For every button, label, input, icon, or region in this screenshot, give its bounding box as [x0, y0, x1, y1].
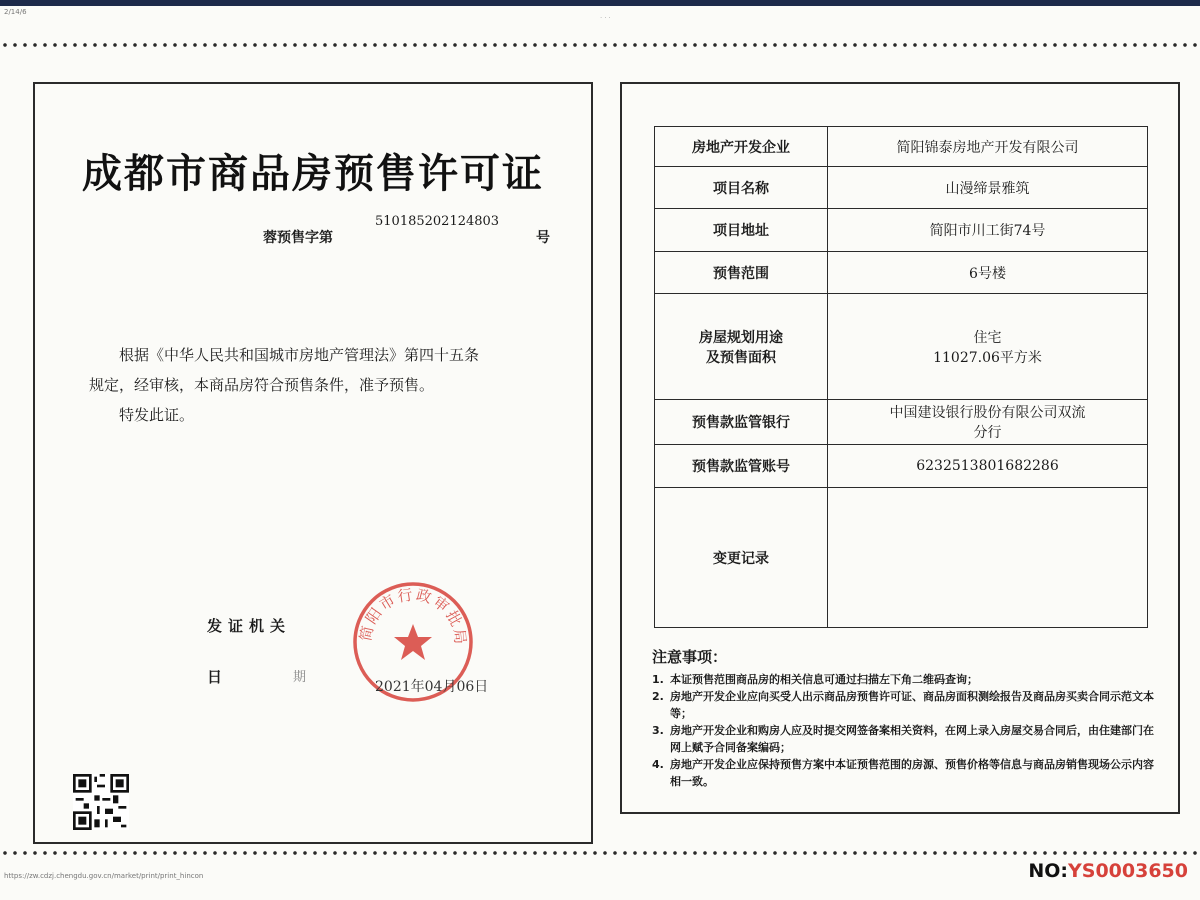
table-row: [655, 400, 1148, 445]
table-row: [655, 209, 1148, 252]
table-row: [655, 445, 1148, 488]
issue-date: 2021年04月06日: [375, 679, 489, 695]
note-item: [652, 722, 1162, 756]
row-value: 6号楼: [828, 252, 1148, 294]
note-text: 本证预售范围商品房的相关信息可通过扫描左下角二维码查询；: [670, 673, 978, 686]
row-value: [828, 294, 1148, 400]
row-label: 房地产开发企业: [655, 127, 828, 167]
note-text: 房地产开发企业应向买受人出示商品房预售许可证、商品房面积测绘报告及商品房买卖合同示范文本等；: [670, 690, 1154, 720]
header-center-mark: ...: [600, 12, 613, 20]
row-value-line-1: 中国建设银行股份有限公司双流: [889, 405, 1086, 421]
serial-prefix: NO:: [1028, 860, 1069, 882]
row-value-line-1: 住宅: [973, 329, 1002, 346]
table-row: [655, 488, 1148, 628]
row-label: [655, 294, 828, 400]
table-row: [655, 252, 1148, 294]
certificate-panel: [33, 82, 593, 844]
permit-number: 510185202124803: [375, 214, 500, 229]
note-item: [652, 671, 1162, 688]
qr-code-icon[interactable]: [73, 774, 129, 830]
details-panel: [620, 82, 1180, 814]
body-line-1: 根据《中华人民共和国城市房地产管理法》第四十五条: [119, 346, 480, 364]
row-value-line-2: 分行: [973, 425, 1002, 441]
note-number: 3.: [652, 724, 664, 737]
note-item: [652, 756, 1162, 790]
row-value: 山漫缔景雅筑: [828, 167, 1148, 209]
header-left-mark: 2/14/6: [4, 8, 27, 16]
details-table: [654, 126, 1148, 628]
row-value: 6232513801682286: [828, 445, 1148, 488]
issuer-label: 发证机关: [207, 617, 292, 635]
note-number: 1.: [652, 673, 664, 686]
footer-url: https://zw.cdzj.chengdu.gov.cn/market/print/print_hincon: [4, 872, 204, 880]
row-value: [828, 400, 1148, 445]
row-value-line-2: 11027.06平方米: [933, 349, 1042, 366]
row-value: [828, 488, 1148, 628]
row-label: 预售款监管银行: [655, 400, 828, 445]
serial-value: YS0003650: [1068, 860, 1188, 882]
body-line-2: 规定，经审核，本商品房符合预售条件，准予预售。: [89, 376, 435, 394]
notes-section: [652, 646, 1162, 790]
table-row: [655, 294, 1148, 400]
note-text: 房地产开发企业应保持预售方案中本证预售范围的房源、预售价格等信息与商品房销售现场公示内容相一致。: [670, 758, 1154, 788]
body-line-3: 特发此证。: [119, 406, 195, 424]
row-label: 预售范围: [655, 252, 828, 294]
note-text: 房地产开发企业和购房人应及时提交网签备案相关资料，在网上录入房屋交易合同后，由住建部门在网上赋予合同备案编码；: [670, 724, 1154, 754]
note-number: 4.: [652, 758, 664, 771]
permit-label: 蓉预售字第: [263, 230, 333, 246]
certificate-body: [89, 340, 569, 430]
row-label: 项目名称: [655, 167, 828, 209]
bottom-dot-border: [0, 848, 1200, 858]
row-label: 预售款监管账号: [655, 445, 828, 488]
table-row: [655, 127, 1148, 167]
certificate-title: 成都市商品房预售许可证: [82, 150, 544, 197]
seal-text: 简阳市行政审批局: [356, 585, 470, 647]
notes-title: 注意事项：: [652, 648, 728, 666]
top-edge-bar: [0, 0, 1200, 6]
date-label: 日: [207, 668, 223, 686]
row-label-line-1: 房屋规划用途: [699, 329, 783, 346]
serial-number: [1028, 860, 1188, 882]
row-value: 简阳锦泰房地产开发有限公司: [828, 127, 1148, 167]
permit-suffix: 号: [536, 230, 550, 246]
top-dot-border: [0, 40, 1200, 50]
note-number: 2.: [652, 690, 664, 703]
table-row: [655, 167, 1148, 209]
row-label: 变更记录: [655, 488, 828, 628]
date-label-suffix: 期: [293, 670, 307, 685]
row-value: 简阳市川工街74号: [828, 209, 1148, 252]
row-label-line-2: 及预售面积: [706, 349, 776, 366]
row-label: 项目地址: [655, 209, 828, 252]
note-item: [652, 688, 1162, 722]
